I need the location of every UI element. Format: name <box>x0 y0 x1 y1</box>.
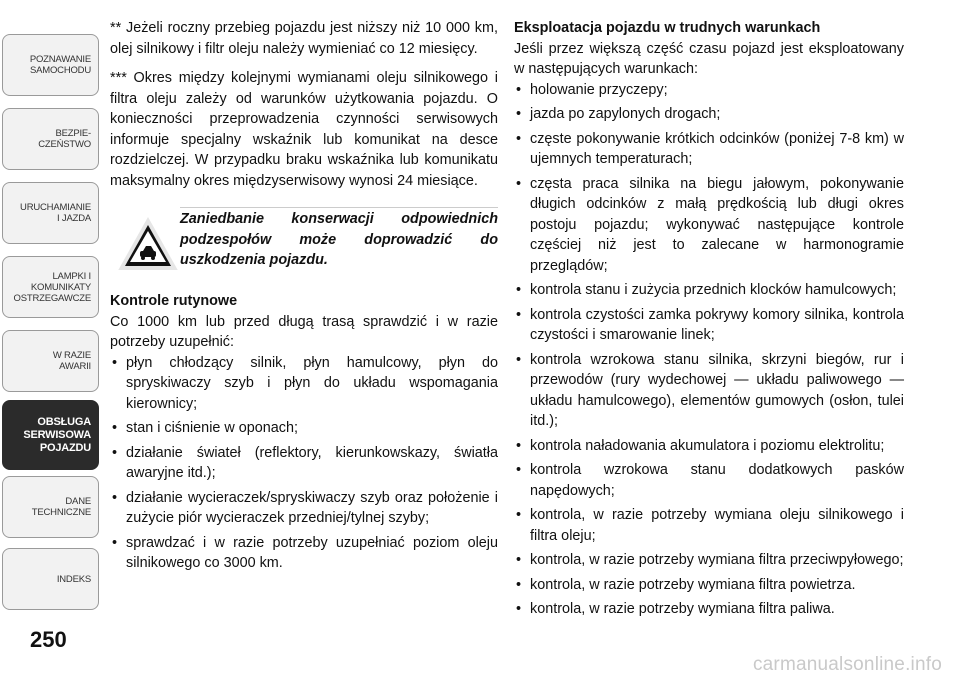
list-item: • płyn chłodzący silnik, płyn hamulcowy, płyn do spryskiwaczy szyb i płyn do układu wspomagania kierownicy; <box>110 353 498 415</box>
warning-box <box>110 209 498 279</box>
warning-divider <box>180 207 498 208</box>
list-item: • jazda po zapylonych drogach; <box>514 104 904 125</box>
list-item: • stan i ciśnienie w oponach; <box>110 418 498 439</box>
left-column <box>110 18 498 578</box>
list-item: • kontrola, w razie potrzeby wymiana filtra paliwa. <box>514 599 904 620</box>
checklist-right <box>514 80 904 620</box>
right-column <box>514 18 904 624</box>
list-item: • częsta praca silnika na biegu jałowym, pokonywanie długich odcinków z małą prędkością lub długi okres postoju pojazdu; wykonywać następujące kontrole częściej niż jest to zalecane w harmonogramie przeglądów; <box>514 174 904 277</box>
list-item: • kontrola stanu i zużycia przednich klocków hamulcowych; <box>514 280 904 301</box>
list-item: • sprawdzać i w razie potrzeby uzupełniać poziom oleju silnikowego co 3000 km. <box>110 533 498 574</box>
tab-bezpieczenstwo[interactable] <box>2 108 99 170</box>
list-item: • kontrola czystości zamka pokrywy komory silnika, kontrola czystości i smarowanie linek; <box>514 305 904 346</box>
list-item: • kontrola, w razie potrzeby wymiana filtra przeciwpyłowego; <box>514 550 904 571</box>
section-intro: Co 1000 km lub przed długą trasą sprawdzić i w razie potrzeby uzupełnić: <box>110 313 498 350</box>
list-item: • działanie świateł (reflektory, kierunkowskazy, światła awaryjne itd.); <box>110 443 498 484</box>
tab-label: POZNAWANIE SAMOCHODU <box>29 54 91 76</box>
tab-lampki-komunikaty[interactable] <box>2 256 99 318</box>
section-intro: Jeśli przez większą część czasu pojazd jest eksploatowany w następujących warunkach: <box>514 40 904 77</box>
warning-text: Zaniedbanie konserwacji odpowiednich podzespołów może doprowadzić do uszkodzenia pojazdu. <box>180 211 498 268</box>
footnote-double-star: ** Jeżeli roczny przebieg pojazdu jest niższy niż 10 000 km, olej silnikowy i filtr oleju należy wymieniać co 12 miesięcy. <box>110 20 498 57</box>
tab-obsluga-serwisowa[interactable] <box>2 400 99 470</box>
tab-label: W RAZIE AWARII <box>52 350 91 372</box>
checklist-left <box>110 353 498 574</box>
list-item: • działanie wycieraczek/spryskiwaczy szyb oraz położenie i zużycie piór wycieraczek przedniej/tylnej szyby; <box>110 488 498 529</box>
page-number: 250 <box>30 627 67 652</box>
section-heading-trudne-warunki: Eksploatacja pojazdu w trudnych warunkach <box>514 20 821 36</box>
list-item: • holowanie przyczepy; <box>514 80 904 101</box>
tab-label: OBSŁUGA SERWISOWA POJAZDU <box>23 415 91 454</box>
tab-label: LAMPKI I KOMUNIKATY OSTRZEGAWCZE <box>13 270 91 304</box>
tab-dane-techniczne[interactable] <box>2 476 99 538</box>
tab-indeks[interactable] <box>2 548 99 610</box>
tab-poznawanie-samochodu[interactable] <box>2 34 99 96</box>
tab-label: DANE TECHNICZNE <box>31 496 91 518</box>
list-item: • kontrola wzrokowa stanu silnika, skrzyni biegów, rur i przewodów (rury wydechowej — układu paliwowego — układu hamulcowego), elementów gumowych (osłon, tulei itd.); <box>514 350 904 432</box>
footnote-triple-star: *** Okres między kolejnymi wymianami oleju silnikowego i filtra oleju zależy od warunków użytkowania pojazdu. O konieczności przeprowadzenia czynności serwisowych informuje specjalny wskaźnik lub komunikat na desce rozdzielczej. W przypadku braku wskaźnika lub komunikatu maksymalny okres międzyserwisowy wynosi 24 miesiące. <box>110 70 498 189</box>
tab-label: URUCHAMIANIE I JAZDA <box>20 202 91 224</box>
list-item: • kontrola, w razie potrzeby wymiana oleju silnikowego i filtra oleju; <box>514 505 904 546</box>
section-heading-kontrole: Kontrole rutynowe <box>110 293 238 309</box>
tab-w-razie-awarii[interactable] <box>2 330 99 392</box>
tab-label: BEZPIE- CZEŃSTWO <box>38 128 91 150</box>
list-item: • częste pokonywanie krótkich odcinków (poniżej 7-8 km) w ujemnych temperaturach; <box>514 129 904 170</box>
tab-label: INDEKS <box>56 573 91 585</box>
list-item: • kontrola, w razie potrzeby wymiana filtra powietrza. <box>514 575 904 596</box>
list-item: • kontrola wzrokowa stanu dodatkowych pasków napędowych; <box>514 460 904 501</box>
warning-triangle-car-icon <box>118 217 178 271</box>
tab-uruchamianie-i-jazda[interactable] <box>2 182 99 244</box>
list-item: • kontrola naładowania akumulatora i poziomu elektrolitu; <box>514 436 904 457</box>
watermark: carmanualsonline.info <box>752 654 942 675</box>
